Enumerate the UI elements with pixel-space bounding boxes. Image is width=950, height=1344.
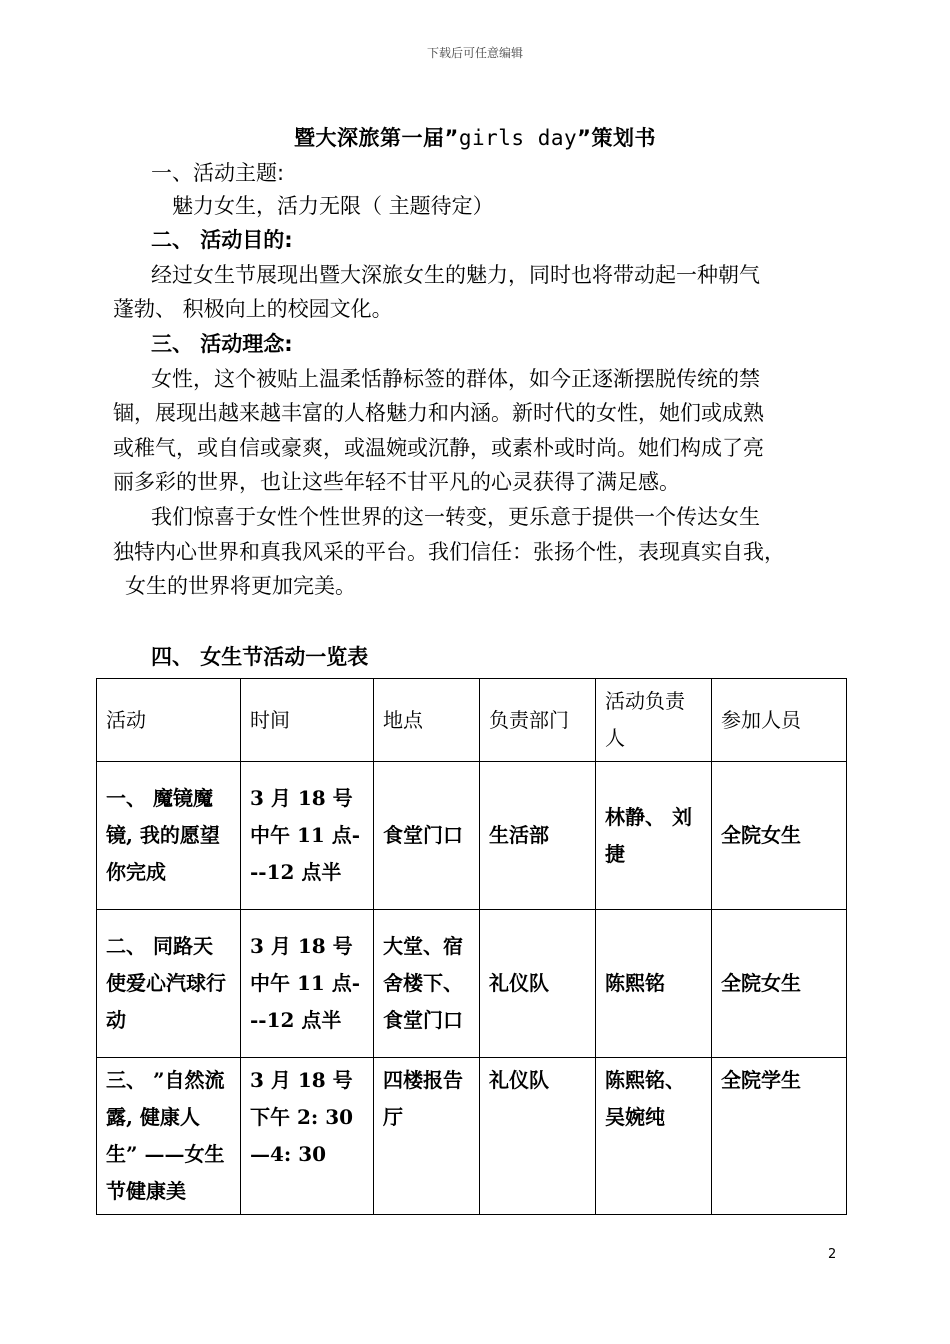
table-cell: 陈熙铭、吴婉纯	[596, 1058, 712, 1215]
section-3-p2-line-2: 独特内心世界和真我风采的平台。我们信任：张扬个性，表现真实自我，	[113, 540, 785, 564]
section-1-body: 魅力女生，活力无限（ 主题待定）	[172, 194, 494, 218]
table-cell: 食堂门口	[374, 762, 480, 910]
section-3-heading: 三、 活动理念:	[151, 332, 293, 356]
table-header-cell: 参加人员	[712, 679, 847, 762]
section-3-p1-line-3: 或稚气，或自信或豪爽，或温婉或沉静，或素朴或时尚。她们构成了亮	[113, 436, 764, 460]
section-2-line-2: 蓬勃、 积极向上的校园文化。	[113, 297, 393, 321]
table-header-row	[97, 679, 847, 762]
table-cell: 全院学生	[712, 1058, 847, 1215]
section-2-heading: 二、 活动目的:	[151, 228, 293, 252]
table-header-cell: 时间	[241, 679, 374, 762]
document-title	[0, 122, 950, 152]
section-4-heading: 四、 女生节活动一览表	[151, 645, 369, 669]
table-header-cell: 负责部门	[480, 679, 596, 762]
header-note: 下载后可任意编辑	[426, 46, 523, 60]
table-header-cell: 活动负责人	[596, 679, 712, 762]
table-row	[97, 910, 847, 1058]
table-cell: 三、 ”自然流露, 健康人生” ——女生节健康美	[97, 1058, 241, 1215]
page-number: 2	[828, 1247, 837, 1262]
section-3-p1-line-4: 丽多彩的世界，也让这些年轻不甘平凡的心灵获得了满足感。	[113, 470, 680, 494]
section-3-p1-line-2: 锢，展现出越来越丰富的人格魅力和内涵。新时代的女性，她们或成熟	[113, 401, 764, 425]
table-cell: 林静、 刘捷	[596, 762, 712, 910]
activity-table	[96, 678, 847, 1215]
table-header-cell: 地点	[374, 679, 480, 762]
table-cell: 一、 魔镜魔镜, 我的愿望你完成	[97, 762, 241, 910]
table-cell: 3 月 18 号中午 11 点---12 点半	[241, 762, 374, 910]
title-prefix: 暨大深旅第一届”	[294, 126, 459, 150]
table-row	[97, 762, 847, 910]
table-row	[97, 1058, 847, 1215]
table-cell: 礼仪队	[480, 1058, 596, 1215]
section-2-line-1: 经过女生节展现出暨大深旅女生的魅力，同时也将带动起一种朝气	[151, 263, 760, 287]
table-cell: 3 月 18 号下午 2: 30—4: 30	[241, 1058, 374, 1215]
section-3-p2-line-1: 我们惊喜于女性个性世界的这一转变，更乐意于提供一个传达女生	[151, 505, 760, 529]
table-cell: 全院女生	[712, 910, 847, 1058]
table-cell: 礼仪队	[480, 910, 596, 1058]
table-cell: 大堂、宿舍楼下、 食堂门口	[374, 910, 480, 1058]
section-3-p1-line-1: 女性，这个被贴上温柔恬静标签的群体，如今正逐渐摆脱传统的禁	[151, 367, 760, 391]
table-cell: 二、 同路天使爱心汽球行动	[97, 910, 241, 1058]
table-cell: 3 月 18 号中午 11 点---12 点半	[241, 910, 374, 1058]
section-1-heading: 一、活动主题:	[151, 161, 285, 185]
table-cell: 陈熙铭	[596, 910, 712, 1058]
table-cell: 全院女生	[712, 762, 847, 910]
table-header-cell: 活动	[97, 679, 241, 762]
table-cell: 生活部	[480, 762, 596, 910]
table-cell: 四楼报告厅	[374, 1058, 480, 1215]
section-3-p2-line-3: 女生的世界将更加完美。	[125, 574, 356, 598]
title-suffix: ”策划书	[577, 126, 656, 150]
title-english: girls day	[458, 126, 578, 150]
